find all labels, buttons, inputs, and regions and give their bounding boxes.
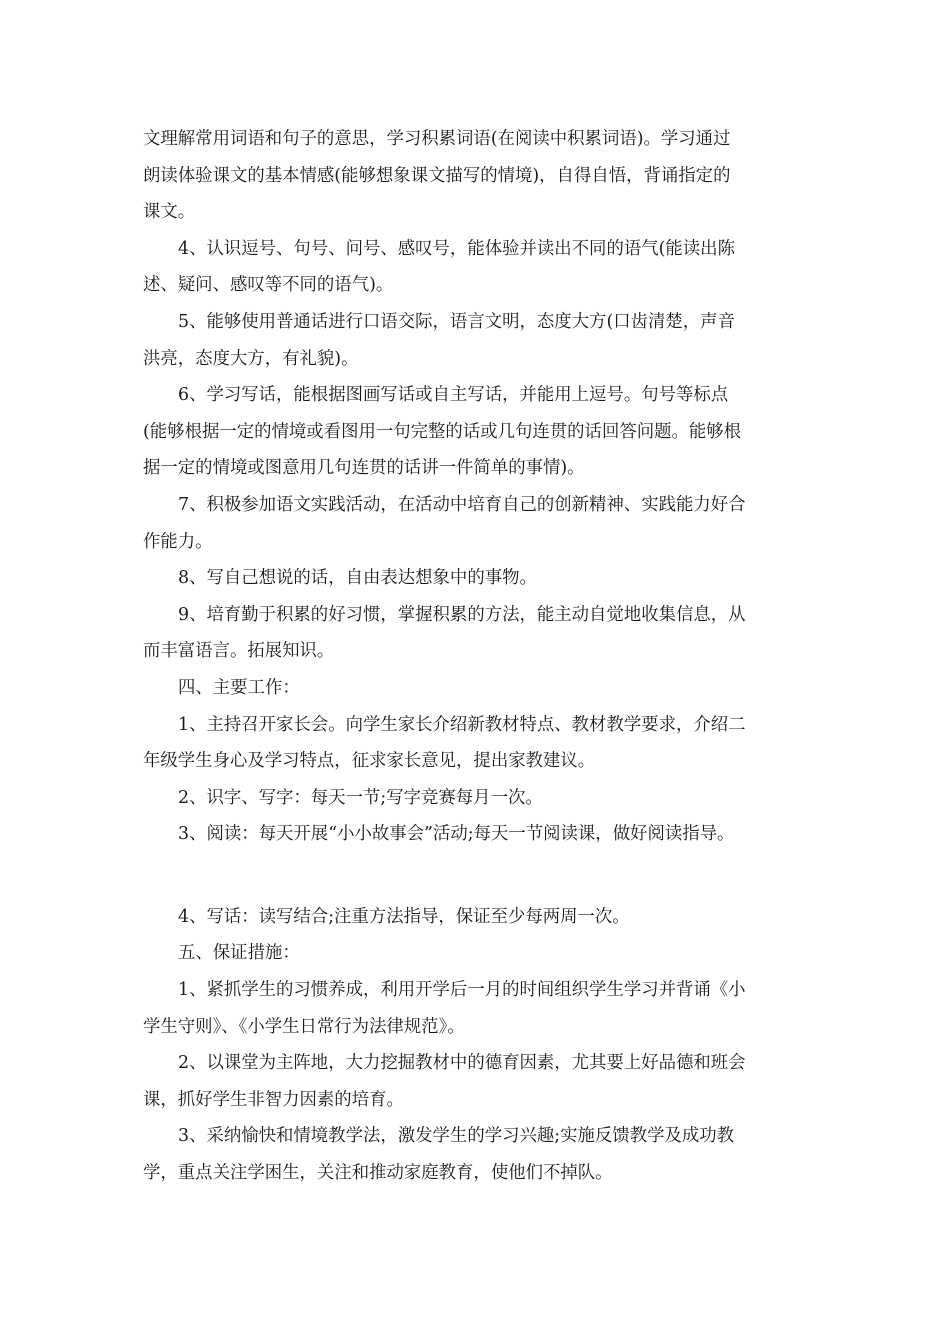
text-line: 朗读体验课文的基本情感(能够想象课文描写的情境)，自得自悟，背诵指定的 bbox=[143, 165, 731, 186]
text-line: 而丰富语言。拓展知识。 bbox=[143, 641, 335, 662]
text-line: 5、能够使用普通话进行口语交际，语言文明，态度大方(口齿清楚，声音 bbox=[178, 311, 735, 332]
text-line: 4、写话：读写结合;注重方法指导，保证至少每两周一次。 bbox=[178, 906, 630, 927]
text-line: 3、阅读：每天开展“小小故事会”活动;每天一节阅读课，做好阅读指导。 bbox=[178, 824, 735, 845]
text-line: 3、采纳愉快和情境教学法，激发学生的学习兴趣;实施反馈教学及成功教 bbox=[178, 1126, 735, 1147]
paragraph bbox=[143, 1118, 807, 1191]
text-line: 6、学习写话，能根据图画写话或自主写话，并能用上逗号。句号等标点 bbox=[178, 385, 729, 406]
text-line: 文理解常用词语和句子的意思，学习积累词语(在阅读中积累词语)。学习通过 bbox=[143, 129, 731, 149]
text-line: 1、主持召开家长会。向学生家长介绍新教材特点、教材教学要求，介绍二 bbox=[178, 714, 746, 735]
paragraph bbox=[143, 935, 807, 972]
text-line: 1、紧抓学生的习惯养成，利用开学后一月的时间组织学生学习并背诵《小 bbox=[178, 980, 746, 1001]
text-line: 9、培育勤于积累的好习惯，掌握积累的方法，能主动自觉地收集信息，从 bbox=[178, 604, 746, 625]
text-line: 学，重点关注学困生，关注和推动家庭教育，使他们不掉队。 bbox=[143, 1163, 613, 1184]
paragraph bbox=[143, 899, 807, 936]
paragraph bbox=[143, 597, 807, 670]
paragraph bbox=[143, 707, 807, 780]
paragraph bbox=[143, 377, 807, 487]
text-line: 五、保证措施： bbox=[178, 943, 300, 964]
text-line: 四、主要工作： bbox=[178, 677, 300, 698]
document-body bbox=[143, 121, 807, 1192]
paragraph bbox=[143, 816, 807, 853]
text-line: (能够根据一定的情境或看图用一句完整的话或几句连贯的话回答问题。能够根 bbox=[143, 421, 742, 442]
text-line: 2、识字、写字：每天一节;写字竞赛每月一次。 bbox=[178, 787, 543, 808]
text-line: 8、写自己想说的话，自由表达想象中的事物。 bbox=[178, 568, 537, 589]
text-line: 述、疑问、感叹等不同的语气)。 bbox=[143, 275, 394, 296]
text-line: 洪亮，态度大方，有礼貌)。 bbox=[143, 348, 359, 369]
paragraph bbox=[143, 670, 807, 707]
text-line: 作能力。 bbox=[143, 531, 213, 552]
text-line: 课，抓好学生非智力因素的培育。 bbox=[143, 1089, 404, 1110]
text-line: 2、以课堂为主阵地，大力挖掘教材中的德育因素，尤其要上好品德和班会 bbox=[178, 1053, 746, 1074]
text-line: 年级学生身心及学习特点，征求家长意见，提出家教建议。 bbox=[143, 751, 596, 772]
text-line: 4、认识逗号、句号、问号、感叹号，能体验并读出不同的语气(能读出陈 bbox=[178, 238, 735, 259]
paragraph bbox=[143, 231, 807, 304]
paragraph bbox=[143, 560, 807, 597]
text-line: 7、积极参加语文实践活动，在活动中培育自己的创新精神、实践能力好合 bbox=[178, 494, 746, 515]
paragraph-gap bbox=[143, 853, 807, 899]
text-line: 课文。 bbox=[143, 202, 196, 223]
paragraph bbox=[143, 304, 807, 377]
paragraph bbox=[143, 972, 807, 1045]
paragraph bbox=[143, 487, 807, 560]
paragraph bbox=[143, 780, 807, 817]
text-line: 学生守则》、《小学生日常行为法律规范》。 bbox=[143, 1016, 465, 1037]
paragraph bbox=[143, 1045, 807, 1118]
paragraph bbox=[143, 121, 807, 231]
text-line: 据一定的情境或图意用几句连贯的话讲一件简单的事情)。 bbox=[143, 458, 585, 479]
